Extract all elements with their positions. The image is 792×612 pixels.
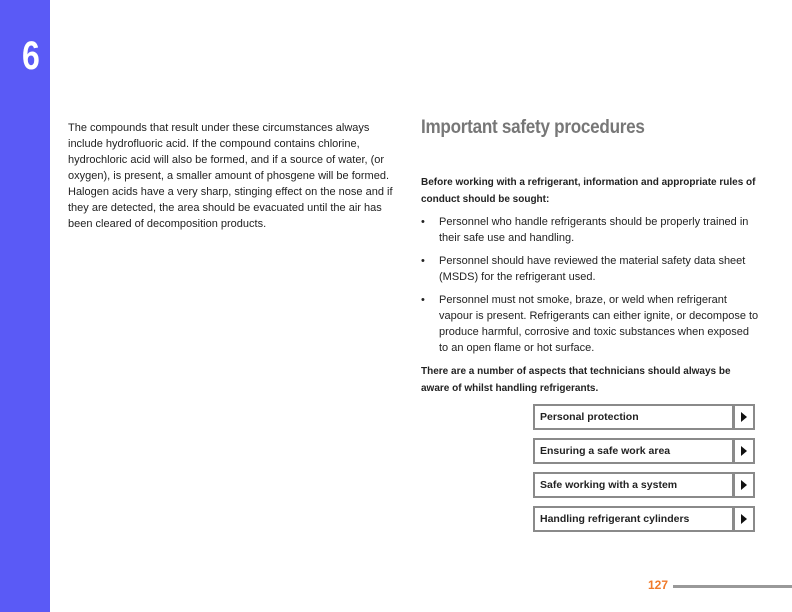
outro-text: There are a number of aspects that technicians should always be aware of whilst handling refrigerants. xyxy=(421,366,731,394)
safety-section xyxy=(421,117,761,403)
bullet-list xyxy=(421,214,761,356)
arrow-right-icon xyxy=(735,440,753,462)
list-item: • Personnel should have reviewed the material safety data sheet (MSDS) for the refrigerant used. xyxy=(421,253,761,285)
button-label: Ensuring a safe work area xyxy=(535,440,735,462)
chapter-sidebar xyxy=(0,0,87,612)
section-heading: Important safety procedures xyxy=(421,117,645,138)
list-item: • Personnel must not smoke, braze, or weld when refrigerant vapour is present. Refrigerants can either ignite, or decompose to produce harmful, corrosive and toxic substances when exposed to an open flame or hot surface. xyxy=(421,292,761,356)
list-item: • Personnel who handle refrigerants should be properly trained in their safe use and handling. xyxy=(421,214,761,246)
button-label: Personal protection xyxy=(535,406,735,428)
safe-work-area-button[interactable] xyxy=(533,438,755,464)
arrow-right-icon xyxy=(735,474,753,496)
chapter-title: Safe Refrigerant Handling xyxy=(48,93,87,496)
link-buttons xyxy=(533,404,755,540)
footer-rule xyxy=(673,585,792,588)
intro-text: Before working with a refrigerant, information and appropriate rules of conduct should be sought: xyxy=(421,177,756,205)
safe-working-system-button[interactable] xyxy=(533,472,755,498)
left-paragraph: The compounds that result under these circumstances always include hydrofluoric acid. If the compound contains chlorine, hydrochloric acid will also be formed, and if a source of water, (or oxygen), is present, a smaller amount of phosgene will be formed. Halogen acids have a very sharp, stinging effect on the nose and if they are detected, the area should be evacuated until the air has been cleared of decomposition products. xyxy=(68,122,393,230)
personal-protection-button[interactable] xyxy=(533,404,755,430)
button-label: Safe working with a system xyxy=(535,474,735,496)
chapter-number: 6 xyxy=(22,34,40,78)
arrow-right-icon xyxy=(735,508,753,530)
page-number: 127 xyxy=(648,578,669,592)
button-label: Handling refrigerant cylinders xyxy=(535,508,735,530)
arrow-right-icon xyxy=(735,406,753,428)
refrigerant-cylinders-button[interactable] xyxy=(533,506,755,532)
